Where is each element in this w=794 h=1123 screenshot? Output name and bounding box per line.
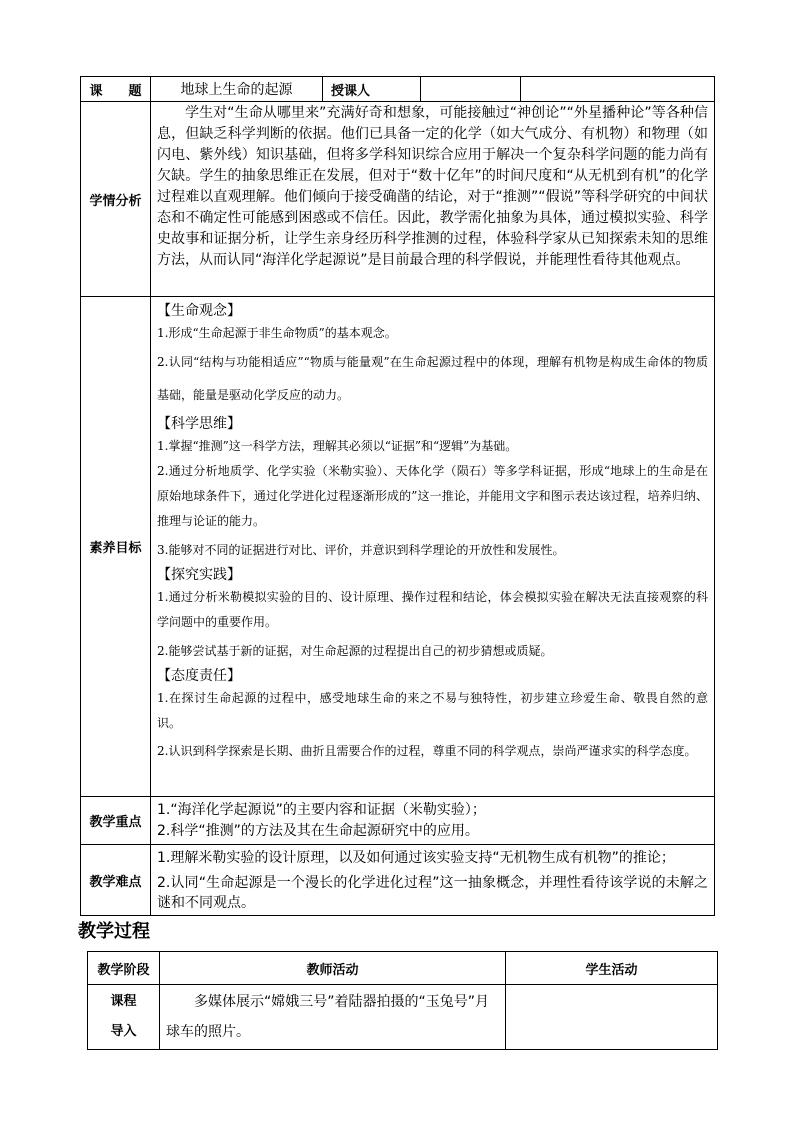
column-header-student: 学生活动 [506, 952, 718, 985]
lesson-info-table [80, 76, 715, 916]
key-point-item: 2.科学“推测”的方法及其在生命起源研究中的应用。 [157, 823, 479, 839]
teacher-activity: 多媒体展示“嫦娥三号”着陆器拍摄的“玉兔号”月球车的照片。 [160, 985, 506, 1050]
difficult-point-item: 2.认同“生命起源是一个漫长的化学进化过程”这一抽象概念，并理性看待该学说的未解之谜和不同观点。 [157, 875, 708, 911]
difficult-point-item: 1.理解米勒实验的设计原理，以及如何通过该实验支持“无机物生成有机物”的推论； [157, 850, 675, 866]
student-analysis-text: 学生对“生命从哪里来”充满好奇和想象，可能接触过“神创论”“外星播种论”等各种信息，但缺乏科学判断的依据。他们已具备一定的化学（如大气成分、有机物）和物理（如闪电、紫外线）知识基础，但将多学科知识综合应用于解决一个复杂科学问题的能力尚有欠缺。学生的抽象思维正在发展，但对于“数十亿年”的时间尺度和“从无机到有机”的化学过程难以直观理解。他们倾向于接受确凿的结论，对于“推测”“假说”等科学研究的中间状态和不确定性可能感到困惑或不信任。因此，教学需化抽象为具体，通过模拟实验、科学史故事和证据分析，让学生亲身经历科学推测的过程，体验科学家从已知探索未知的思维方法，从而认同“海洋化学起源说”是目前最合理的科学假说，并能理性看待其他观点。 [151, 102, 715, 297]
topic-value: 地球上生命的起源 [151, 77, 323, 102]
section-heading: 【生命观念】 [157, 303, 241, 319]
teacher-label: 授课人 [323, 77, 421, 102]
difficult-points-content [151, 845, 715, 916]
difficult-points-label: 教学难点 [81, 845, 151, 916]
column-header-stage: 教学阶段 [88, 952, 160, 985]
section-heading: 【态度责任】 [157, 668, 241, 684]
stage-line: 导入 [110, 1024, 137, 1039]
goal-item: 2.认同“结构与功能相适应”“物质与能量观”在生命起源过程中的体现，理解有机物是构成生命体的物质基础，能量是驱动化学反应的动力。 [157, 355, 708, 402]
goal-item: 1.在探讨生命起源的过程中，感受地球生命的来之不易与独特性，初步建立珍爱生命、敬畏自然的意识。 [157, 691, 708, 730]
topic-label: 课 题 [81, 77, 151, 102]
competency-goals-content [151, 297, 715, 797]
goal-item: 2.能够尝试基于新的证据，对生命起源的过程提出自己的初步猜想或质疑。 [157, 644, 553, 658]
stage-line: 课程 [110, 994, 137, 1009]
competency-goals-label: 素养目标 [81, 297, 151, 797]
section-heading: 【科学思维】 [157, 416, 241, 432]
key-points-content [151, 797, 715, 845]
key-point-item: 1.“海洋化学起源说”的主要内容和证据（米勒实验）； [157, 802, 486, 818]
goal-section-life-concept [157, 301, 708, 412]
goal-item: 2.通过分析地质学、化学实验（米勒实验）、天体化学（陨石）等多学科证据，形成“地球上的生命是在原始地球条件下，通过化学进化过程逐渐形成的”这一推论，并能用文字和图示表达该过程，培养归纳、推理与论证的能力。 [157, 464, 708, 528]
goal-section-inquiry-practice [157, 565, 708, 664]
teacher-value [421, 77, 521, 102]
section-heading: 【探究实践】 [157, 567, 241, 583]
teacher-value-extra [521, 77, 715, 102]
goal-item: 3.能够对不同的证据进行对比、评价，并意识到科学理论的开放性和发展性。 [157, 543, 565, 557]
goal-item: 1.形成“生命起源于非生命物质”的基本观念。 [157, 326, 397, 340]
process-title: 教学过程 [78, 921, 150, 942]
student-activity [506, 985, 718, 1050]
goal-item: 2.认识到科学探索是长期、曲折且需要合作的过程，尊重不同的科学观点，崇尚严谨求实的科学态度。 [157, 744, 697, 758]
process-table [87, 951, 718, 1050]
stage-cell [88, 985, 160, 1050]
goal-item: 1.通过分析米勒模拟实验的目的、设计原理、操作过程和结论，体会模拟实验在解决无法直接观察的科学问题中的重要作用。 [157, 590, 708, 629]
table-row [88, 985, 718, 1050]
key-points-label: 教学重点 [81, 797, 151, 845]
goal-section-attitude-responsibility [157, 666, 708, 766]
goal-section-scientific-thinking [157, 414, 708, 563]
student-analysis-label: 学情分析 [81, 102, 151, 297]
column-header-teacher: 教师活动 [160, 952, 506, 985]
goal-item: 1.掌握“推测”这一科学方法，理解其必须以“证据”和“逻辑”为基础。 [157, 439, 518, 453]
